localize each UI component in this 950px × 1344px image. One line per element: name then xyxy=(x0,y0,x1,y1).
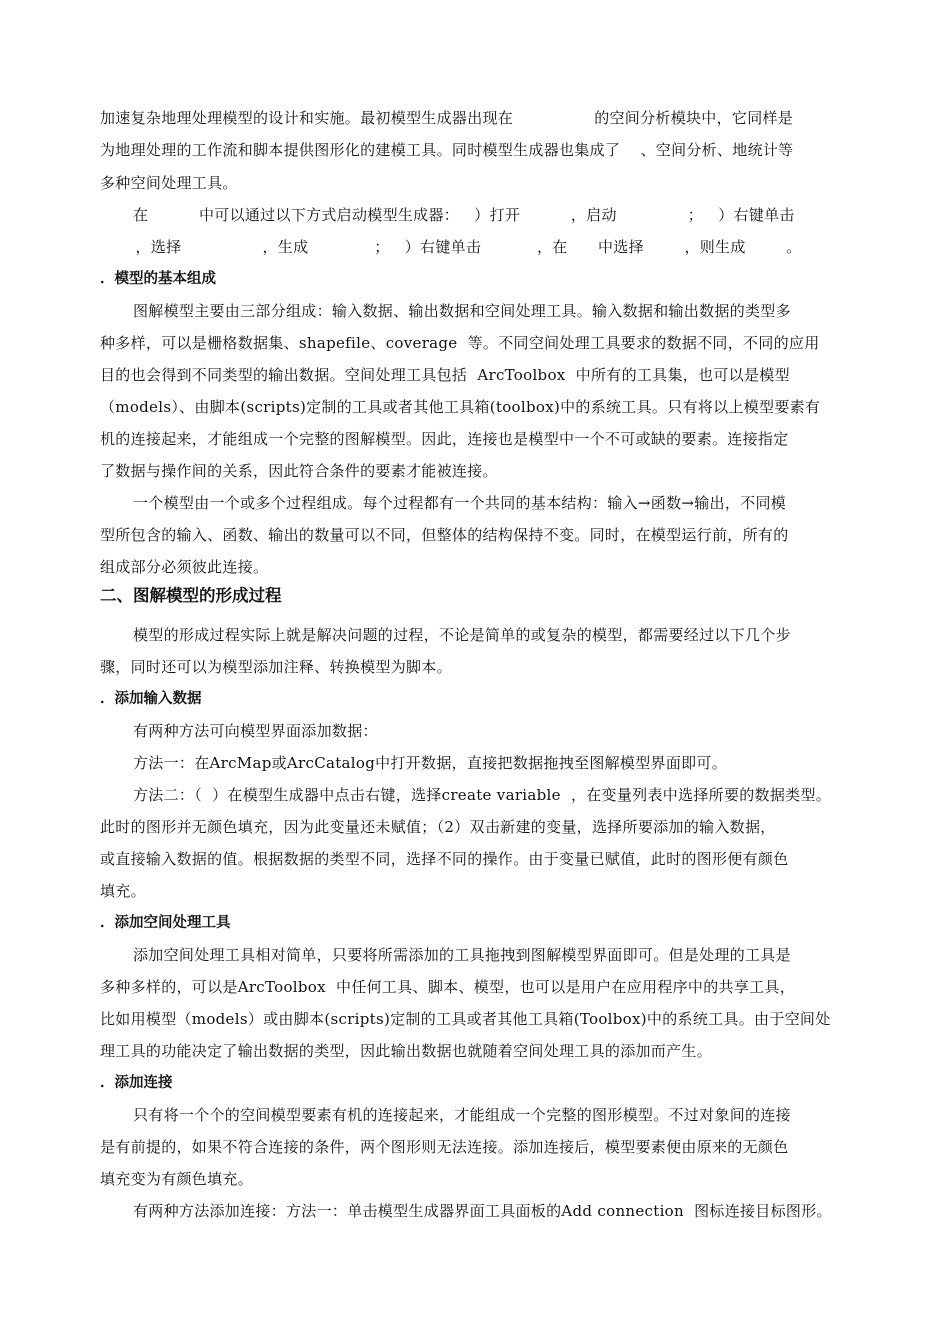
text-line: 或直接输入数据的值。根据数据的类型不同，选择不同的操作。由于变量已赋值，此时的图形便有颜色 xyxy=(100,850,789,868)
text-line: 有两种方法可向模型界面添加数据： xyxy=(133,722,378,740)
text-line: 为地理处理的工作流和脚本提供图形化的建模工具。同时模型生成器也集成了 、空间分析、地统计等 xyxy=(100,141,794,159)
text-line: （models）、由脚本(scripts)定制的工具或者其他工具箱(toolbox)中的系统工具。只有将以上模型要素有 xyxy=(100,398,821,416)
section-heading-formation-process: 二、图解模型的形成过程 xyxy=(100,586,282,605)
text-line: 模型的形成过程实际上就是解决问题的过程，不论是简单的或复杂的模型，都需要经过以下几个步 xyxy=(133,626,791,644)
text-line: 填充。 xyxy=(100,882,146,900)
text-line: 机的连接起来，才能组成一个完整的图解模型。因此，连接也是模型中一个不可或缺的要素。连接指定 xyxy=(100,430,789,448)
text-line: 一个模型由一个或多个过程组成。每个过程都有一个共同的基本结构：输入→函数→输出，不同模 xyxy=(133,494,787,512)
text-line: 方法二：（ ）在模型生成器中点击右键，选择create variable ，在变量列表中选择所要的数据类型。 xyxy=(133,786,832,804)
text-line: 是有前提的，如果不符合连接的条件，两个图形则无法连接。添加连接后，模型要素便由原来的无颜色 xyxy=(100,1138,789,1156)
text-line: 添加空间处理工具相对简单，只要将所需添加的工具拖拽到图解模型界面即可。但是处理的工具是 xyxy=(133,946,791,964)
subheading-add-connection: ．添加连接 xyxy=(100,1075,173,1091)
text-line: 此时的图形并无颜色填充，因为此变量还未赋值；（2）双击新建的变量，选择所要添加的输入数据， xyxy=(100,818,776,836)
text-line: ，选择 ，生成 ； ）右键单击 ，在 中选择 ，则生成 。 xyxy=(100,238,802,256)
text-line: 了数据与操作间的关系，因此符合条件的要素才能被连接。 xyxy=(100,462,498,480)
text-line: 有两种方法添加连接：方法一：单击模型生成器界面工具面板的Add connection 图标连接目标图形。 xyxy=(133,1202,832,1220)
text-line: 加速复杂地理处理模型的设计和实施。最初模型生成器出现在 的空间分析模块中，它同样是 xyxy=(100,109,794,127)
text-line: 多种多样的，可以是ArcToolbox 中任何工具、脚本、模型，也可以是用户在应用程序中的共享工具， xyxy=(100,978,796,996)
subheading-add-input-data: ．添加输入数据 xyxy=(100,691,202,707)
text-line: 在 中可以通过以下方式启动模型生成器： ）打开 ，启动 ； ）右键单击 xyxy=(133,206,795,224)
text-line: 骤，同时还可以为模型添加注释、转换模型为脚本。 xyxy=(100,658,452,676)
text-line: 理工具的功能决定了输出数据的类型，因此输出数据也就随着空间处理工具的添加而产生。 xyxy=(100,1042,713,1060)
text-line: 比如用模型（models）或由脚本(scripts)定制的工具或者其他工具箱(Toolbox)中的系统工具。由于空间处 xyxy=(100,1010,831,1028)
text-line: 方法一：在ArcMap或ArcCatalog中打开数据，直接把数据拖拽至图解模型界面即可。 xyxy=(133,754,728,772)
text-line: 型所包含的输入、函数、输出的数量可以不同，但整体的结构保持不变。同时，在模型运行前，所有的 xyxy=(100,526,789,544)
text-line: 只有将一个个的空间模型要素有机的连接起来，才能组成一个完整的图形模型。不过对象间的连接 xyxy=(133,1106,791,1124)
text-line: 组成部分必须彼此连接。 xyxy=(100,558,269,576)
text-line: 目的也会得到不同类型的输出数据。空间处理工具包括 ArcToolbox 中所有的工具集，也可以是模型 xyxy=(100,366,790,384)
text-line: 种多样，可以是栅格数据集、shapefile、coverage 等。不同空间处理工具要求的数据不同，不同的应用 xyxy=(100,334,820,352)
text-line: 填充变为有颜色填充。 xyxy=(100,1170,254,1188)
text-line: 图解模型主要由三部分组成：输入数据、输出数据和空间处理工具。输入数据和输出数据的类型多 xyxy=(133,302,791,320)
subheading-add-spatial-tool: ．添加空间处理工具 xyxy=(100,915,231,931)
text-line: 多种空间处理工具。 xyxy=(100,174,238,192)
subheading-basic-composition: ．模型的基本组成 xyxy=(100,271,216,287)
